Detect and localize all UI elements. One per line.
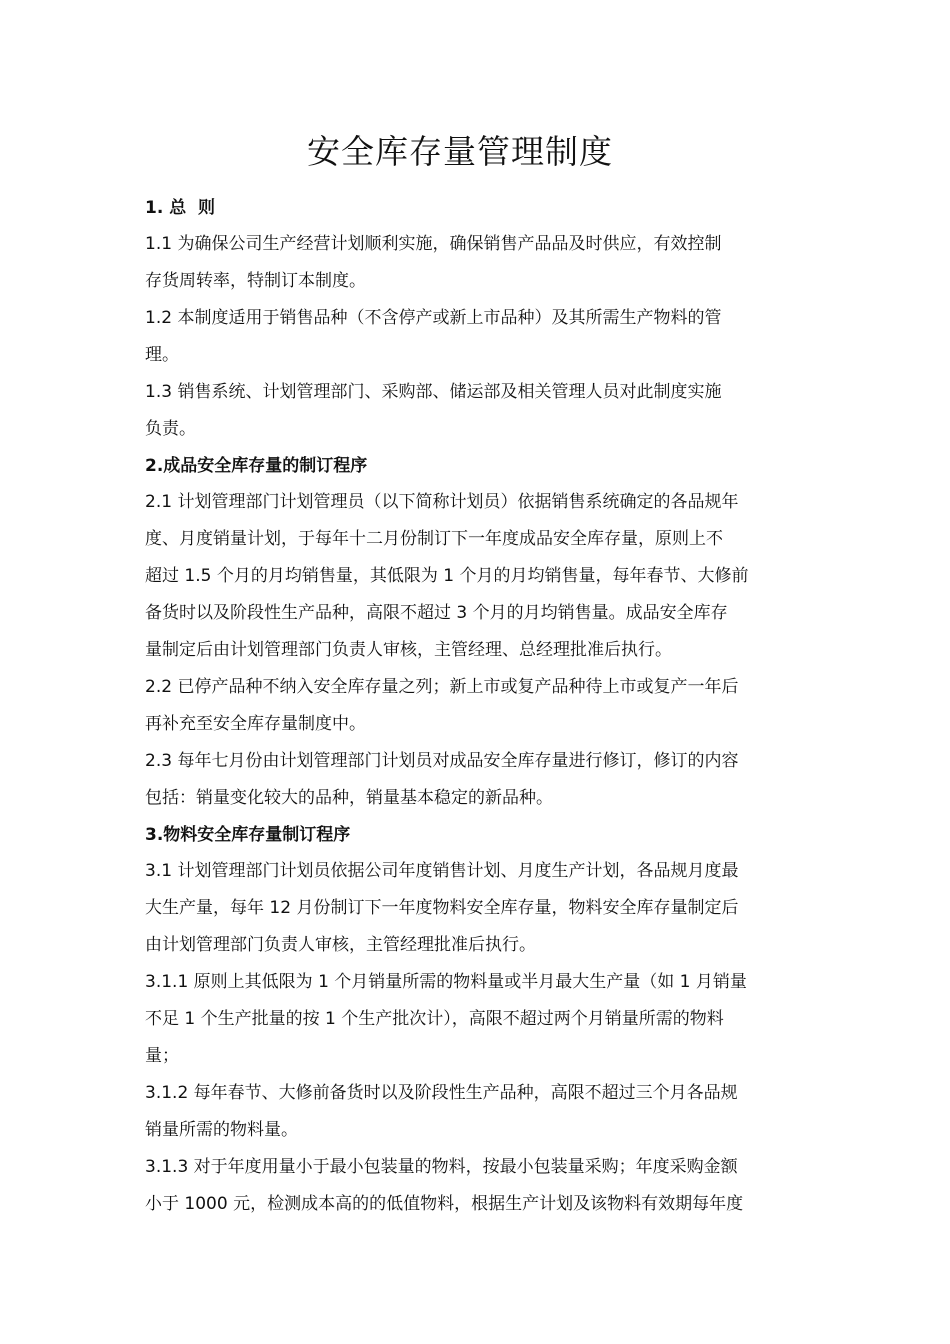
paragraph-2-2 [145, 669, 809, 743]
document-body [145, 190, 809, 1223]
text-line: 2.3 每年七月份由计划管理部门计划员对成品安全库存量进行修订，修订的内容 [145, 751, 739, 771]
text-line: 1.1 为确保公司生产经营计划顺利实施，确保销售产品品及时供应，有效控制 [145, 234, 722, 254]
paragraph-2-1 [145, 484, 809, 669]
text-line: 3.1.3 对于年度用量小于最小包装量的物料，按最小包装量采购；年度采购金额 [145, 1157, 738, 1177]
text-line: 存货周转率，特制订本制度。 [145, 271, 366, 291]
text-line: 包括：销量变化较大的品种，销量基本稳定的新品种。 [145, 788, 553, 808]
text-line: 销量所需的物料量。 [145, 1120, 298, 1140]
paragraph-3-1-1 [145, 964, 809, 1075]
paragraph-3-1-2 [145, 1075, 809, 1149]
text-line: 由计划管理部门负责人审核，主管经理批准后执行。 [145, 935, 536, 955]
text-line: 理。 [145, 345, 179, 365]
document-title: 安全库存量管理制度 [307, 132, 613, 171]
text-line: 1.2 本制度适用于销售品种（不含停产或新上市品种）及其所需生产物料的管 [145, 308, 722, 328]
text-line: 1.3 销售系统、计划管理部门、采购部、储运部及相关管理人员对此制度实施 [145, 382, 722, 402]
paragraph-1-3 [145, 374, 809, 448]
paragraph-2-3 [145, 743, 809, 817]
paragraph-3-1-3 [145, 1149, 809, 1223]
section-heading-materials: 3.物料安全库存量制订程序 [145, 825, 351, 845]
text-line: 不足 1 个生产批量的按 1 个生产批次计），高限不超过两个月销量所需的物料 [145, 1009, 724, 1029]
text-line: 2.1 计划管理部门计划管理员（以下简称计划员）依据销售系统确定的各品规年 [145, 492, 739, 512]
text-line: 量； [145, 1046, 179, 1066]
text-line: 大生产量，每年 12 月份制订下一年度物料安全库存量，物料安全库存量制定后 [145, 898, 739, 918]
text-line: 3.1 计划管理部门计划员依据公司年度销售计划、月度生产计划，各品规月度最 [145, 861, 739, 881]
text-line: 负责。 [145, 419, 196, 439]
paragraph-1-1 [145, 226, 809, 300]
text-line: 3.1.1 原则上其低限为 1 个月销量所需的物料量或半月最大生产量（如 1 月销量 [145, 972, 747, 992]
text-line: 2.2 已停产品种不纳入安全库存量之列；新上市或复产品种待上市或复产一年后 [145, 677, 739, 697]
text-line: 备货时以及阶段性生产品种，高限不超过 3 个月的月均销售量。成品安全库存 [145, 603, 728, 623]
text-line: 量制定后由计划管理部门负责人审核，主管经理、总经理批准后执行。 [145, 640, 672, 660]
text-line: 再补充至安全库存量制度中。 [145, 714, 366, 734]
text-line: 超过 1.5 个月的月均销售量，其低限为 1 个月的月均销售量，每年春节、大修前 [145, 566, 749, 586]
section-heading-general: 1. 总 则 [145, 198, 216, 218]
paragraph-1-2 [145, 300, 809, 374]
text-line: 度、月度销量计划，于每年十二月份制订下一年度成品安全库存量，原则上不 [145, 529, 723, 549]
paragraph-3-1 [145, 853, 809, 964]
text-line: 3.1.2 每年春节、大修前备货时以及阶段性生产品种，高限不超过三个月各品规 [145, 1083, 738, 1103]
text-line: 小于 1000 元，检测成本高的的低值物料，根据生产计划及该物料有效期每年度 [145, 1194, 744, 1214]
section-heading-finished-goods: 2.成品安全库存量的制订程序 [145, 456, 368, 476]
